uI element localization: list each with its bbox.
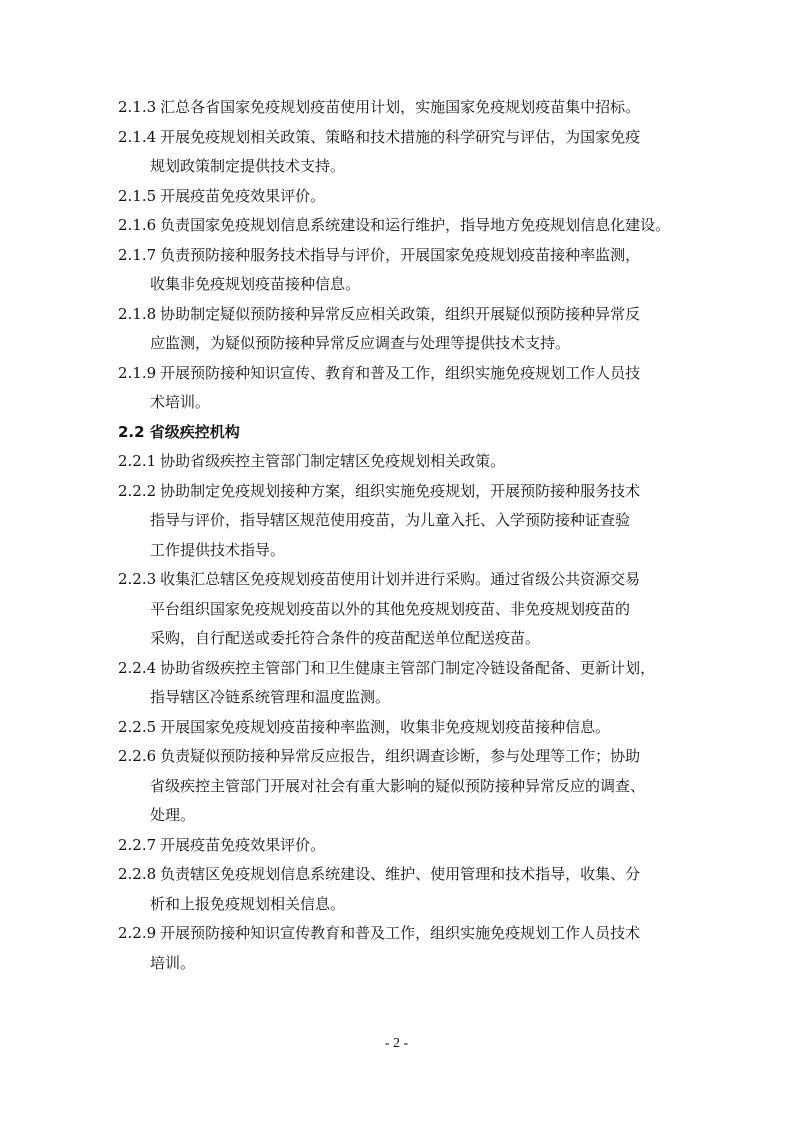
item-number: 2.1.6 [118,216,157,234]
item-text: 协助省级疾控主管部门制定辖区免疫规划相关政策。 [160,452,506,470]
item-text-continued: 工作提供技术指导。 [150,540,286,559]
list-item [118,359,683,389]
item-text-continued: 术培训。 [150,393,211,411]
item-text-continued: 指导与评价，指导辖区规范使用疫苗，为儿童入托、入学预防接种证查验 [150,511,631,529]
list-item [118,742,683,772]
item-number: 2.2.2 [118,481,157,500]
list-item [118,241,683,271]
item-text: 开展国家免疫规划疫苗接种率监测，收集非免疫规划疫苗接种信息。 [160,717,611,736]
item-text-continued: 收集非免疫规划疫苗接种信息。 [150,275,361,293]
list-item [118,477,683,507]
section-2-1-items [118,93,683,418]
item-number: 2.2.1 [118,452,157,470]
list-item [118,919,683,949]
page-number: - 2 - [384,1036,409,1051]
item-text: 协助制定疑似预防接种异常反应相关政策，组织开展疑似预防接种异常反 [160,304,641,323]
item-text: 开展疫苗免疫效果评价。 [160,186,326,205]
item-text-continued: 采购，自行配送或委托符合条件的疫苗配送单位配送疫苗。 [150,629,541,647]
item-number: 2.2.4 [118,658,157,677]
list-item [118,93,683,123]
item-text-continued: 培训。 [150,953,196,972]
section-heading: 2.2 省级疾控机构 [118,422,240,441]
item-text: 汇总各省国家免疫规划疫苗使用计划，实施国家免疫规划疫苗集中招标。 [160,98,641,116]
item-number: 2.1.4 [118,127,157,146]
item-text: 开展疫苗免疫效果评价。 [160,835,326,854]
item-text: 开展预防接种知识宣传教育和普及工作，组织实施免疫规划工作人员技术 [160,924,641,942]
item-number: 2.1.8 [118,304,157,323]
item-number: 2.2.7 [118,835,157,854]
item-number: 2.1.9 [118,363,157,382]
item-text-continued: 处理。 [150,806,196,824]
document-body [118,93,683,978]
item-number: 2.2.6 [118,747,157,765]
list-item [118,447,683,477]
item-text-continued: 指导辖区冷链系统管理和温度监测。 [150,688,391,706]
item-text: 协助省级疾控主管部门和卫生健康主管部门制定冷链设备配备、更新计划， [160,658,656,677]
item-text: 开展预防接种知识宣传、教育和普及工作，组织实施免疫规划工作人员技 [160,363,641,382]
list-item [118,860,683,890]
item-text: 负责预防接种服务技术指导与评价，开展国家免疫规划疫苗接种率监测， [160,245,641,264]
list-item [118,831,683,861]
section-2-2-items [118,447,683,978]
item-number: 2.2.9 [118,924,157,942]
item-number: 2.2.5 [118,717,157,736]
item-number: 2.1.3 [118,98,157,116]
item-text-continued: 平台组织国家免疫规划疫苗以外的其他免疫规划疫苗、非免疫规划疫苗的 [150,599,631,618]
list-item [118,123,683,153]
item-text: 协助制定免疫规划接种方案，组织实施免疫规划，开展预防接种服务技术 [160,481,641,500]
item-text: 负责国家免疫规划信息系统建设和运行维护，指导地方免疫规划信息化建设。 [160,216,671,234]
list-item [118,565,683,595]
item-number: 2.2.8 [118,865,157,883]
item-text: 开展免疫规划相关政策、策略和技术措施的科学研究与评估，为国家免疫 [160,127,641,146]
item-text: 负责疑似预防接种异常反应报告，组织调查诊断，参与处理等工作；协助 [160,747,641,765]
item-number: 2.1.5 [118,186,157,205]
item-text-continued: 应监测，为疑似预防接种异常反应调查与处理等提供技术支持。 [150,334,571,352]
item-text-continued: 省级疾控主管部门开展对社会有重大影响的疑似预防接种异常反应的调查、 [150,776,646,795]
list-item [118,300,683,330]
item-number: 2.2.3 [118,570,157,588]
list-item [118,654,683,684]
list-item [118,713,683,743]
item-text: 负责辖区免疫规划信息系统建设、维护、使用管理和技术指导，收集、分 [160,865,641,883]
item-text-continued: 析和上报免疫规划相关信息。 [150,894,346,913]
list-item [118,211,683,241]
item-text: 收集汇总辖区免疫规划疫苗使用计划并进行采购。通过省级公共资源交易 [160,570,641,588]
item-number: 2.1.7 [118,245,157,264]
list-item [118,182,683,212]
item-text-continued: 规划政策制定提供技术支持。 [150,157,346,175]
